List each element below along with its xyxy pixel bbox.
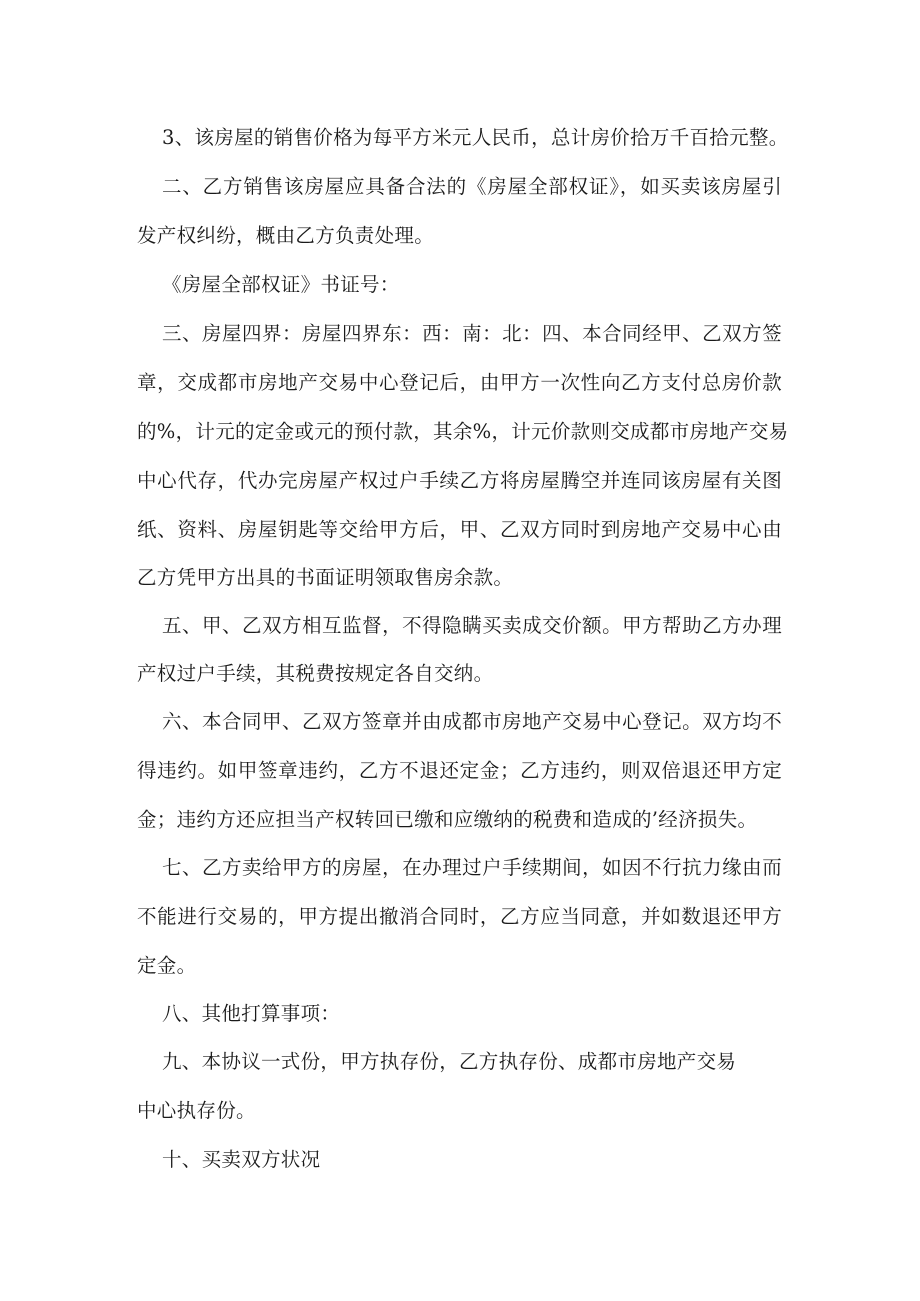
certificate-number-line: 《房屋全部权证》书证号： (162, 273, 400, 296)
clause-5-line-1: 五、甲、乙双方相互监督，不得隐瞒买卖成交价额。甲方帮助乙方办理 (162, 614, 782, 637)
clause-9-line-2: 中心执存份。 (137, 1099, 256, 1122)
clause-5-line-2: 产权过户手续，其税费按规定各自交纳。 (137, 662, 494, 685)
clause-7-line-2: 不能进行交易的，甲方提出撤消合同时，乙方应当同意，并如数退还甲方 (137, 905, 782, 928)
price-clause-line: 3、该房屋的销售价格为每平方米元人民币，总计房价拾万千百拾元整。 (162, 126, 789, 149)
clause-3-line-2: 章，交成都市房地产交易中心登记后，由甲方一次性向乙方支付总房价款 (137, 371, 782, 394)
clause-6-line-1: 六、本合同甲、乙双方签章并由成都市房地产交易中心登记。双方均不 (162, 710, 782, 733)
clause-6-line-3: 金；违约方还应担当产权转回已缴和应缴纳的税费和造成的’经济损失。 (137, 808, 758, 831)
clause-3-line-6: 乙方凭甲方出具的书面证明领取售房余款。 (137, 566, 514, 589)
clause-6-line-2: 得违约。如甲签章违约，乙方不退还定金；乙方违约，则双倍退还甲方定 (137, 759, 782, 782)
clause-3-line-5: 纸、资料、房屋钥匙等交给甲方后，甲、乙双方同时到房地产交易中心由 (137, 518, 782, 541)
clause-3-line-1: 三、房屋四界：房屋四界东：西：南：北：四、本合同经甲、乙双方签 (162, 322, 782, 345)
clause-7-line-1: 七、乙方卖给甲方的房屋，在办理过户手续期间，如因不行抗力缘由而 (162, 856, 782, 879)
clause-2-line-2: 发产权纠纷，概由乙方负责处理。 (137, 224, 435, 247)
clause-10-line: 十、买卖双方状况 (162, 1148, 321, 1171)
clause-8-line: 八、其他打算事项： (162, 1002, 341, 1025)
clause-7-line-3: 定金。 (137, 954, 197, 977)
clause-3-line-4: 中心代存，代办完房屋产权过户手续乙方将房屋腾空并连同该房屋有关图 (137, 469, 782, 492)
clause-2-line-1: 二、乙方销售该房屋应具备合法的《房屋全部权证》，如买卖该房屋引 (162, 175, 782, 198)
clause-3-line-3: 的%，计元的定金或元的预付款，其余%，计元价款则交成都市房地产交易 (137, 420, 789, 443)
clause-9-line-1: 九、本协议一式份，甲方执存份，乙方执存份、成都市房地产交易 (162, 1050, 737, 1073)
